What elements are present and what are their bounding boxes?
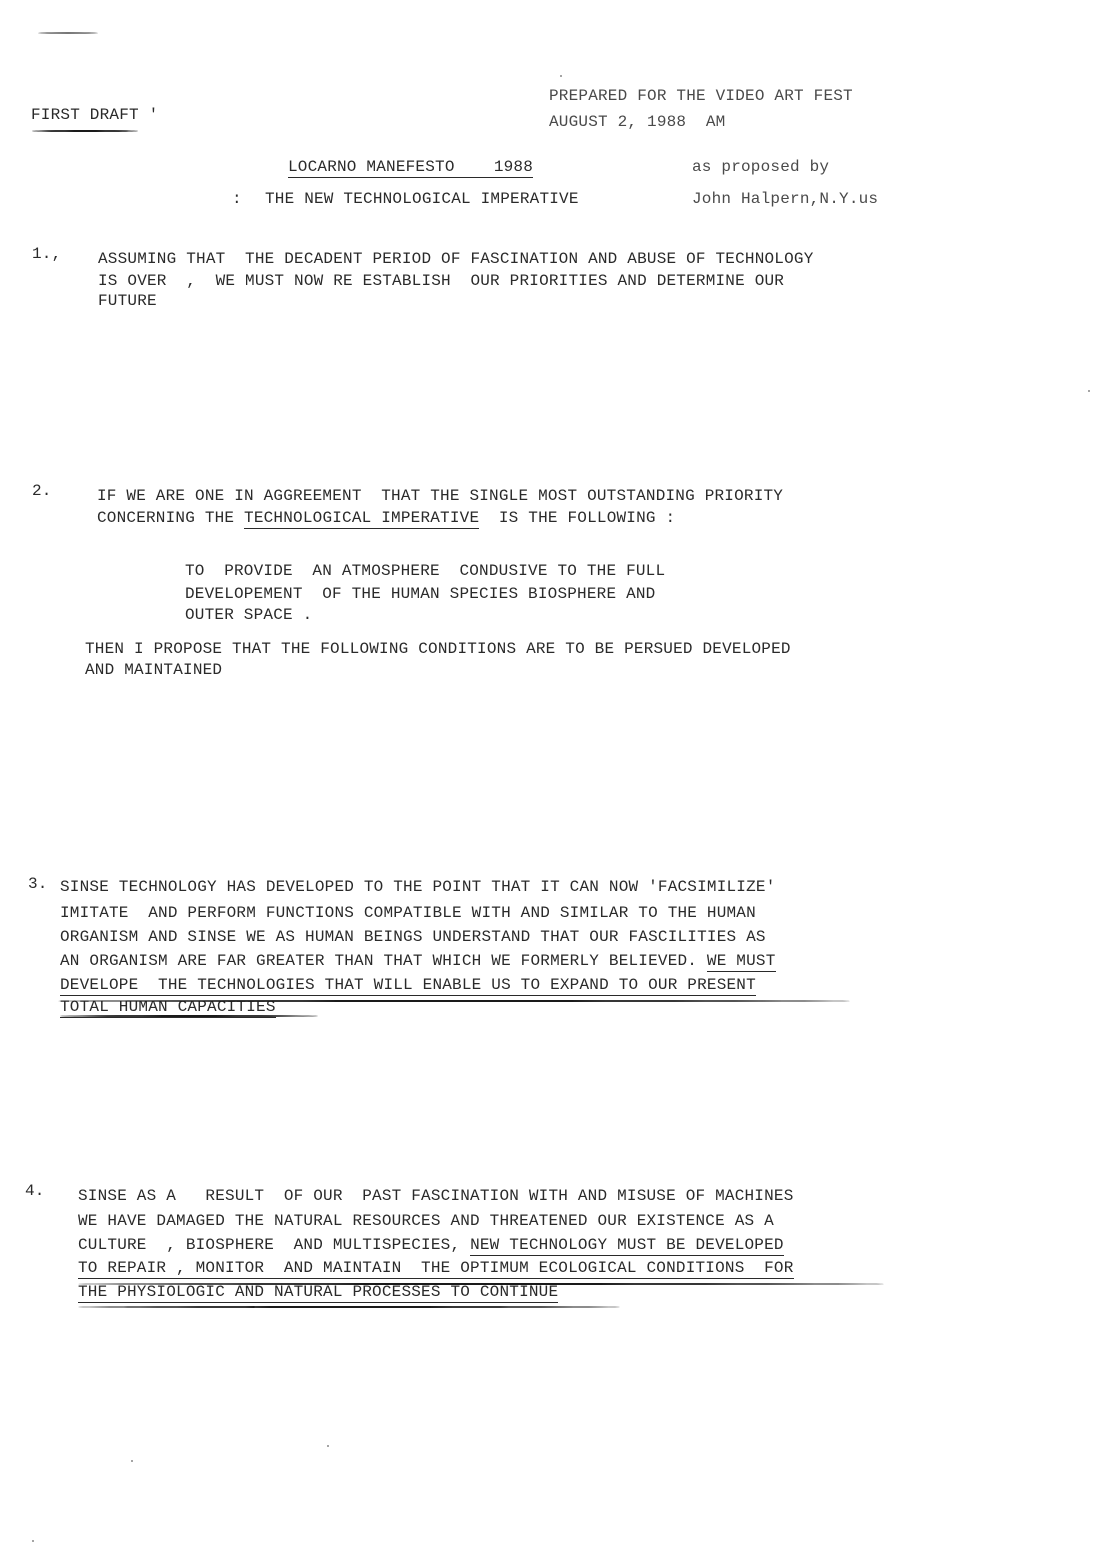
section-3-line: DEVELOPE THE TECHNOLOGIES THAT WILL ENABLE US TO EXPAND TO OUR PRESENT: [60, 976, 756, 994]
section-2-then-line: THEN I PROPOSE THAT THE FOLLOWING CONDITIONS ARE TO BE PERSUED DEVELOPED: [85, 640, 791, 658]
section-1-line: ASSUMING THAT THE DECADENT PERIOD OF FASCINATION AND ABUSE OF TECHNOLOGY: [98, 250, 814, 268]
scan-speck: [131, 1460, 133, 1462]
manifesto-title: LOCARNO MANEFESTO 1988: [288, 158, 534, 176]
section-4-pen-underline: [78, 1283, 884, 1285]
draft-label: FIRST DRAFT ': [31, 106, 159, 124]
prepared-line-2: AUGUST 2, 1988 AM: [549, 113, 726, 131]
section-4-line: WE HAVE DAMAGED THE NATURAL RESOURCES AND THREATENED OUR EXISTENCE AS A: [78, 1212, 774, 1230]
section-2-then-line: AND MAINTAINED: [85, 661, 223, 679]
prepared-line-1: PREPARED FOR THE VIDEO ART FEST: [549, 87, 853, 105]
section-3-pen-underline: [60, 1015, 318, 1017]
subtitle-colon: :: [232, 190, 242, 208]
section-1-number: 1.,: [32, 245, 62, 263]
section-2-indent-line: DEVELOPEMENT OF THE HUMAN SPECIES BIOSPHERE AND: [185, 585, 656, 603]
pen-mark: [38, 32, 98, 34]
section-2-line: IF WE ARE ONE IN AGGREEMENT THAT THE SINGLE MOST OUTSTANDING PRIORITY: [97, 487, 784, 505]
section-4-line: SINSE AS A RESULT OF OUR PAST FASCINATION WITH AND MISUSE OF MACHINES: [78, 1187, 794, 1205]
section-3-line: IMITATE AND PERFORM FUNCTIONS COMPATIBLE WITH AND SIMILAR TO THE HUMAN: [60, 904, 756, 922]
section-2-indent-line: OUTER SPACE .: [185, 606, 313, 624]
scan-speck: [32, 1540, 34, 1542]
section-1-line: FUTURE: [98, 292, 157, 310]
manifesto-subtitle: THE NEW TECHNOLOGICAL IMPERATIVE: [265, 190, 579, 208]
section-3-number: 3.: [28, 875, 48, 893]
section-3-line: ORGANISM AND SINSE WE AS HUMAN BEINGS UNDERSTAND THAT OUR FASCILITIES AS: [60, 928, 766, 946]
section-4-line: CULTURE , BIOSPHERE AND MULTISPECIES, NEW TECHNOLOGY MUST BE DEVELOPED: [78, 1236, 784, 1254]
section-2-number: 2.: [32, 482, 52, 500]
section-4-pen-underline: [78, 1306, 620, 1308]
scan-speck: [1088, 390, 1090, 392]
section-3-line: TOTAL HUMAN CAPACITIES: [60, 998, 276, 1016]
section-4-line: THE PHYSIOLOGIC AND NATURAL PROCESSES TO CONTINUE: [78, 1283, 559, 1301]
section-3-line: AN ORGANISM ARE FAR GREATER THAN THAT WHICH WE FORMERLY BELIEVED. WE MUST: [60, 952, 776, 970]
section-2-indent-line: TO PROVIDE AN ATMOSPHERE CONDUSIVE TO THE FULL: [185, 562, 666, 580]
scan-speck: [327, 1445, 329, 1447]
section-2-line: CONCERNING THE TECHNOLOGICAL IMPERATIVE IS THE FOLLOWING :: [97, 509, 676, 527]
section-4-line: TO REPAIR , MONITOR AND MAINTAIN THE OPTIMUM ECOLOGICAL CONDITIONS FOR: [78, 1259, 794, 1277]
section-4-number: 4.: [25, 1182, 45, 1200]
section-3-pen-underline: [58, 1000, 850, 1002]
proposed-by: as proposed by: [692, 158, 830, 176]
draft-underline: [32, 130, 138, 132]
author-line: John Halpern,N.Y.us: [692, 190, 879, 208]
section-1-line: IS OVER , WE MUST NOW RE ESTABLISH OUR PRIORITIES AND DETERMINE OUR: [98, 272, 785, 290]
scan-speck: [560, 75, 562, 77]
section-3-line: SINSE TECHNOLOGY HAS DEVELOPED TO THE POINT THAT IT CAN NOW 'FACSIMILIZE': [60, 878, 776, 896]
